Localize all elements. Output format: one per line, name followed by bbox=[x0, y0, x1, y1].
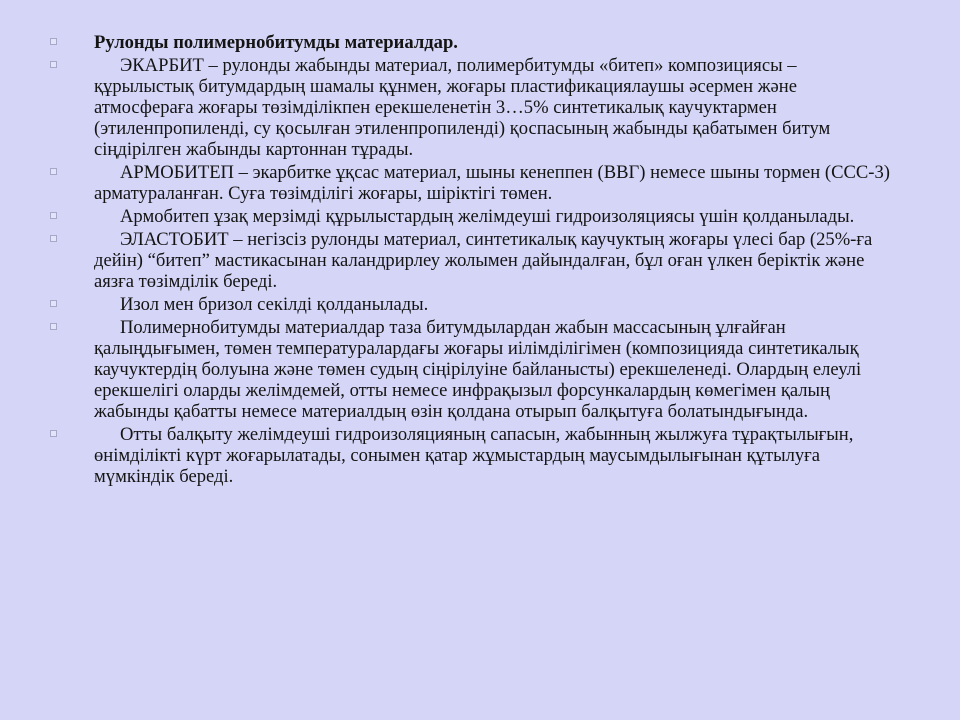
square-bullet-icon bbox=[50, 235, 57, 242]
paragraph-text: АРМОБИТЕП – экарбитке ұқсас материал, шыны кенеппен (ВВГ) немесе шыны тормен (ССС-3) арматураланған. Суға төзімділігі жоғары, шіріктігі төмен. bbox=[94, 162, 890, 204]
bullet-item-elastobit bbox=[50, 229, 890, 292]
bullet-item-fire-fusing bbox=[50, 424, 890, 487]
square-bullet-icon bbox=[50, 168, 57, 175]
slide-title: Рулонды полимернобитумды материалдар. bbox=[94, 32, 458, 53]
paragraph-text: ЭЛАСТОБИТ – негізсіз рулонды материал, синтетикалық каучуктың жоғары үлесі бар (25%-ға дейін) “битеп” мастикасынан каландрирлеу жолымен дайындалған, бұл оған үлкен беріктік және аязға төзімділік береді. bbox=[94, 229, 873, 292]
square-bullet-icon bbox=[50, 430, 57, 437]
square-bullet-icon bbox=[50, 300, 57, 307]
paragraph-text: Полимернобитумды материалдар таза битумдылардан жабын массасының ұлғайған қалыңдығымен, төмен температуралардағы жоғары иілімділігімен (композицияда синтетикалық каучуктердің болуына және төмен судың сіңірілуіне байланысты) ерекшеленеді. Олардың елеулі ерекшелігі оларды желімдемей, отты немесе инфрақызыл форсункалардың көмегімен қалың жабынды қабатты немесе материалдың өзін қолдана отырып балқытуға болатындығында. bbox=[94, 317, 862, 422]
bullet-list bbox=[50, 32, 890, 489]
bullet-item-title bbox=[50, 32, 890, 53]
bullet-item-polymer-properties bbox=[50, 317, 890, 422]
bullet-item-izol bbox=[50, 294, 890, 315]
paragraph-text: Отты балқыту желімдеуші гидроизоляцияның сапасын, жабынның жылжуға тұрақтылығын, өнімділікті күрт жоғарылатады, сонымен қатар жұмыстардың маусымдылығынан құтылуға мүмкіндік береді. bbox=[94, 424, 854, 487]
square-bullet-icon bbox=[50, 212, 57, 219]
paragraph-text: Изол мен бризол секілді қолданылады. bbox=[120, 294, 429, 315]
square-bullet-icon bbox=[50, 38, 57, 45]
bullet-item-armobitep bbox=[50, 162, 890, 204]
paragraph-text: Армобитеп ұзақ мерзімді құрылыстардың желімдеуші гидроизоляциясы үшін қолданылады. bbox=[120, 206, 855, 227]
square-bullet-icon bbox=[50, 61, 57, 68]
paragraph-text: ЭКАРБИТ – рулонды жабынды материал, полимербитумды «битеп» композициясы – құрылыстық битумдардың шамалы құнмен, жоғары пластификациялаушы әсермен және атмосфераға жоғары төзімділікпен ерекшеленетін 3…5% синтетикалық каучуктармен (этиленпропиленді, су қосылған этиленпропиленді) қоспасының жабынды қабатымен битум сіңдірілген жабынды картоннан тұрады. bbox=[94, 55, 831, 160]
bullet-item-armobitep-usage bbox=[50, 206, 890, 227]
square-bullet-icon bbox=[50, 323, 57, 330]
bullet-item-ekarbit bbox=[50, 55, 890, 160]
